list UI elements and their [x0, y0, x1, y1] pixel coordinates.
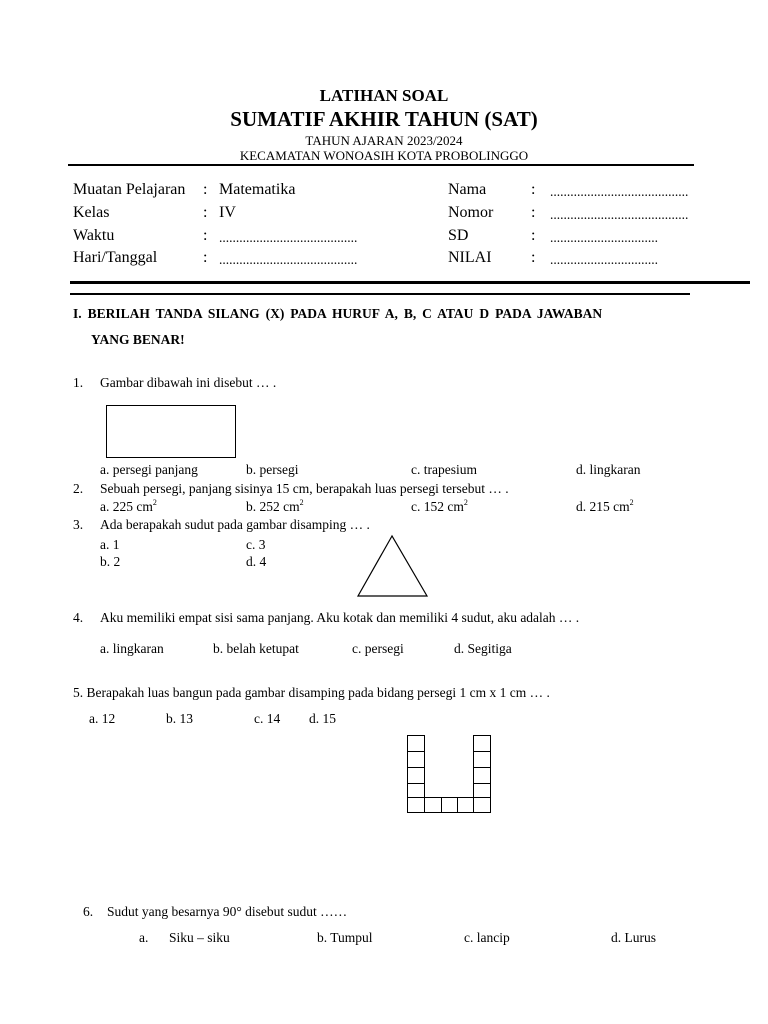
question-text: Sudut yang besarnya 90° disebut sudut ……	[107, 904, 348, 919]
info-sep: :	[203, 249, 208, 266]
question-text: 5. Berapakah luas bangun pada gambar disamping pada bidang persegi 1 cm x 1 cm … .	[73, 685, 550, 700]
answer-option[interactable]: d. lingkaran	[576, 462, 641, 477]
question-number: 3.	[73, 517, 84, 532]
question-number: 6.	[83, 904, 94, 919]
info-sep: :	[531, 204, 536, 221]
info-label-subject: Muatan Pelajaran	[73, 181, 186, 198]
answer-option[interactable]: c. trapesium	[411, 462, 477, 477]
question-text: Gambar dibawah ini disebut … .	[100, 375, 277, 390]
info-sep: :	[203, 227, 208, 244]
info-value-date: .........................................	[219, 252, 358, 267]
section-instruction-cont: YANG BENAR!	[91, 332, 185, 347]
answer-option[interactable]: d. Lurus	[611, 930, 656, 945]
info-label-time: Waktu	[73, 227, 115, 244]
answer-option[interactable]: d. Segitiga	[454, 641, 512, 656]
info-value-subject: Matematika	[219, 181, 296, 198]
answer-option[interactable]: b. belah ketupat	[213, 641, 299, 656]
info-value-time: .........................................	[219, 230, 358, 245]
triangle-figure	[355, 533, 430, 599]
info-value-school: ................................	[550, 230, 658, 245]
info-value-number: .........................................	[550, 207, 689, 222]
u-shape-grid-figure	[405, 733, 493, 815]
info-divider-thin	[70, 293, 690, 295]
header-title: LATIHAN SOAL	[319, 86, 449, 105]
answer-option[interactable]: a. 1	[100, 537, 120, 552]
answer-option[interactable]: c. lancip	[464, 930, 510, 945]
rectangle-figure	[106, 405, 236, 458]
answer-option[interactable]: c. 3	[246, 537, 266, 552]
superscript: 2	[463, 498, 468, 507]
question-text: Aku memiliki empat sisi sama panjang. Aku kotak dan memiliki 4 sudut, aku adalah … .	[100, 610, 580, 625]
answer-option[interactable]: b. persegi	[246, 462, 299, 477]
header-year: TAHUN AJARAN 2023/2024	[305, 133, 463, 148]
question-text: Ada berapakah sudut pada gambar disamping … .	[100, 517, 370, 532]
answer-option[interactable]: b. 2	[100, 554, 121, 569]
answer-option[interactable]: a. lingkaran	[100, 641, 164, 656]
option-text: d. 215 cm	[576, 499, 630, 514]
info-divider-thick	[70, 281, 750, 284]
header-main-title: SUMATIF AKHIR TAHUN (SAT)	[230, 107, 538, 131]
option-text: c. 152 cm	[411, 499, 464, 514]
header-district: KECAMATAN WONOASIH KOTA PROBOLINGGO	[239, 148, 529, 163]
info-label-name: Nama	[448, 181, 487, 198]
answer-option[interactable]	[100, 499, 157, 515]
header-divider	[68, 164, 694, 166]
answer-option[interactable]: d. 4	[246, 554, 267, 569]
info-sep: :	[531, 227, 536, 244]
question-text: Sebuah persegi, panjang sisinya 15 cm, berapakah luas persegi tersebut … .	[100, 481, 509, 496]
answer-option[interactable]: a. persegi panjang	[100, 462, 198, 477]
answer-option[interactable]: d. 15	[309, 711, 336, 726]
info-label-date: Hari/Tanggal	[73, 249, 158, 266]
answer-option[interactable]	[576, 499, 634, 515]
answer-option[interactable]: b. Tumpul	[317, 930, 373, 945]
answer-option[interactable]: a. 12	[89, 711, 116, 726]
superscript: 2	[629, 498, 634, 507]
info-value-class: IV	[219, 204, 236, 221]
superscript: 2	[152, 498, 157, 507]
question-number: 4.	[73, 610, 84, 625]
info-label-school: SD	[448, 227, 469, 244]
info-sep: :	[531, 181, 536, 198]
info-sep: :	[531, 249, 536, 266]
info-value-name: .........................................	[550, 184, 689, 199]
answer-option[interactable]: c. 14	[254, 711, 281, 726]
answer-option-letter[interactable]: a.	[139, 930, 149, 945]
option-text: a. 225 cm	[100, 499, 153, 514]
info-label-class: Kelas	[73, 204, 110, 221]
info-sep: :	[203, 204, 208, 221]
superscript: 2	[299, 498, 304, 507]
option-text: b. 252 cm	[246, 499, 300, 514]
answer-option[interactable]: Siku – siku	[169, 930, 230, 945]
question-number: 2.	[73, 481, 84, 496]
question-number: 1.	[73, 375, 84, 390]
answer-option[interactable]: b. 13	[166, 711, 193, 726]
info-label-number: Nomor	[448, 204, 494, 221]
info-sep: :	[203, 181, 208, 198]
info-value-score: ................................	[550, 252, 658, 267]
answer-option[interactable]	[246, 499, 304, 515]
info-label-score: NILAI	[448, 249, 492, 266]
answer-option[interactable]	[411, 499, 468, 515]
answer-option[interactable]: c. persegi	[352, 641, 404, 656]
section-instruction: I. BERILAH TANDA SILANG (X) PADA HURUF A, B, C ATAU D PADA JAWABAN	[73, 306, 603, 321]
